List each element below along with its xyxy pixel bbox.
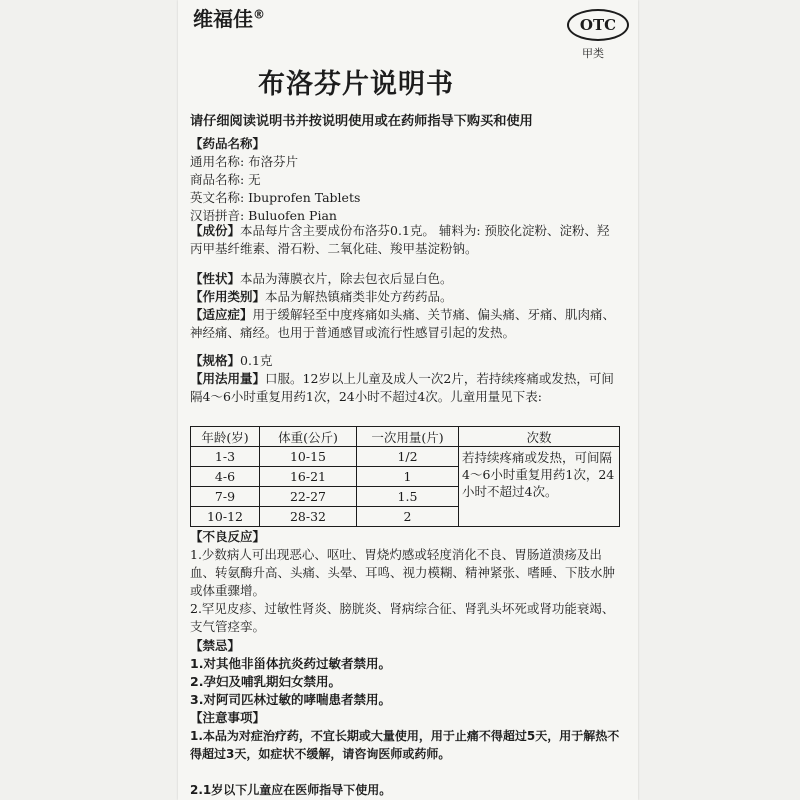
contraindication-item-1: 1.对其他非甾体抗炎药过敏者禁用。 [190,656,391,671]
adverse-item-1: 1.少数病人可出现恶心、呕吐、胃烧灼感或轻度消化不良、胃肠道溃疡及出血、转氨酶升高、头痛、头晕、耳鸣、视力模糊、精神紧张、嗜睡、下肢水肿或体重骤增。 [190,547,616,598]
contraindications-header: 【禁忌】 [190,638,241,653]
usage-section [190,370,620,406]
table-cell: 1.5 [357,487,459,507]
table-header-cell: 一次用量(片) [357,427,459,447]
page-title: 布洛芬片说明书 [258,69,454,100]
table-row [191,447,620,467]
pinyin-name: 汉语拼音: Buluofen Pian [190,208,337,223]
category-text: 本品为解热镇痛类非处方药药品。 [265,289,453,304]
properties-section [190,270,620,288]
category-header: 【作用类别】 [190,289,266,304]
precaution-item-1: 1.本品为对症治疗药，不宜长期或大量使用，用于止痛不得超过5天，用于解热不得超过3天，如症状不缓解，请咨询医师或药师。 [190,729,620,761]
table-cell: 1/2 [357,447,459,467]
properties-header: 【性状】 [190,271,241,286]
english-name: 英文名称: Ibuprofen Tablets [190,190,361,205]
table-cell: 7-9 [191,487,260,507]
table-header-cell: 年龄(岁) [191,427,260,447]
contraindication-item-2: 2.孕妇及哺乳期妇女禁用。 [190,674,341,689]
spec-header: 【规格】 [190,353,241,368]
frequency-note: 若持续疼痛或发热，可间隔4～6小时重复用药1次，24小时不超过4次。 [459,447,620,527]
table-cell: 16-21 [260,467,357,487]
table-header-cell: 体重(公斤) [260,427,357,447]
indications-text: 用于缓解轻至中度疼痛如头痛、关节痛、偏头痛、牙痛、肌肉痛、神经痛、痛经。也用于普通感冒或流行性感冒引起的发热。 [190,307,616,340]
table-header-row [191,427,620,447]
table-cell: 22-27 [260,487,357,507]
composition-header: 【成份】 [190,223,241,238]
usage-header: 【用法用量】 [190,371,266,386]
dosage-table [190,426,620,527]
composition-section [190,222,620,258]
table-header-cell: 次数 [459,427,620,447]
brand-name: 维福佳® [193,7,265,31]
adverse-header: 【不良反应】 [190,529,266,544]
generic-name: 通用名称: 布洛芬片 [190,154,299,169]
page-subtitle: 请仔细阅读说明书并按说明使用或在药师指导下购买和使用 [190,114,533,129]
otc-class-label: 甲类 [582,47,604,60]
otc-badge: OTC [567,9,629,41]
precaution-item-2: 2.1岁以下儿童应在医师指导下使用。 [190,783,392,797]
table-cell: 1-3 [191,447,260,467]
spec-section [190,352,620,370]
composition-text: 本品每片含主要成份布洛芬0.1克。 辅料为: 预胶化淀粉、淀粉、羟丙甲基纤维素、滑石粉、二氧化硅、羧甲基淀粉钠。 [190,223,610,256]
indications-header: 【适应症】 [190,307,253,322]
usage-text: 口服。12岁以上儿童及成人一次2片，若持续疼痛或发热，可间隔4～6小时重复用药1次，24小时不超过4次。儿童用量见下表: [190,371,614,404]
table-cell: 10-15 [260,447,357,467]
category-section [190,288,620,306]
spec-text: 0.1克 [240,353,273,368]
drug-name-header: 【药品名称】 [190,136,266,151]
table-cell: 2 [357,507,459,527]
precautions-header: 【注意事项】 [190,710,266,725]
indications-section [190,306,620,342]
adverse-item-2: 2.罕见皮疹、过敏性肾炎、膀胱炎、肾病综合征、肾乳头坏死或肾功能衰竭、支气管痉挛。 [190,601,615,634]
table-cell: 28-32 [260,507,357,527]
trade-name: 商品名称: 无 [190,172,261,187]
properties-text: 本品为薄膜衣片，除去包衣后显白色。 [240,271,453,286]
table-cell: 4-6 [191,467,260,487]
contraindication-item-3: 3.对阿司匹林过敏的哮喘患者禁用。 [190,692,391,707]
table-cell: 10-12 [191,507,260,527]
table-cell: 1 [357,467,459,487]
